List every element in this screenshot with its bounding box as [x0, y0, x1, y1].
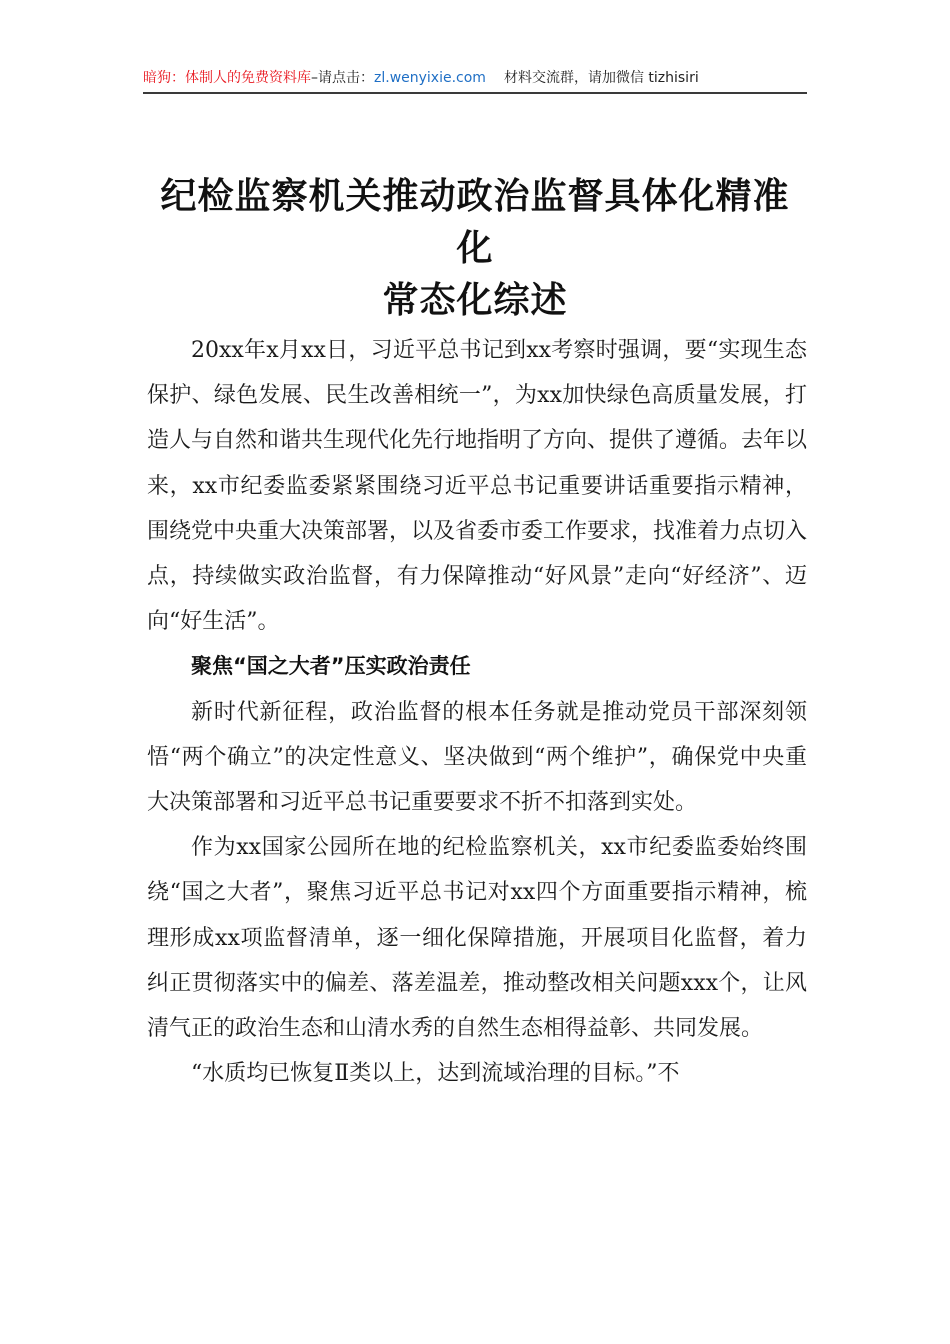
body-paragraph: 新时代新征程，政治监督的根本任务就是推动党员干部深刻领悟“两个确立”的决定性意义、坚决做到“两个维护”，确保党中央重大决策部署和习近平总书记重要要求不折不扣落到实处。 — [147, 699, 807, 816]
promo-prompt: –请点击： — [311, 70, 374, 86]
page-header-banner — [143, 66, 807, 90]
document-title — [143, 170, 807, 326]
title-line-2: 常态化综述 — [382, 279, 568, 321]
promo-contact: 材料交流群，请加微信 tizhisiri — [503, 70, 699, 86]
body-paragraph: “水质均已恢复Ⅱ类以上，达到流域治理的目标。”不 — [191, 1061, 680, 1087]
body-paragraph: 作为xx国家公园所在地的纪检监察机关，xx市纪委监委始终围绕“国之大者”，聚焦习近平总书记对xx四个方面重要指示精神，梳理形成xx项监督清单，逐一细化保障措施，开展项目化监督，着力纠正贯彻落实中的偏差、落差温差，推动整改相关问题xxx个，让风清气正的政治生态和山清水秀的自然生态相得益彰、共同发展。 — [147, 835, 807, 1042]
title-line-1: 纪检监察机关推动政治监督具体化精准化 — [160, 175, 790, 269]
header-divider — [143, 92, 807, 94]
document-body — [147, 328, 807, 1096]
promo-link[interactable]: zl.wenyixie.com — [374, 70, 486, 86]
intro-paragraph: 20xx年x月xx日，习近平总书记到xx考察时强调，要“实现生态保护、绿色发展、民生改善相统一”，为xx加快绿色高质量发展，打造人与自然和谐共生现代化先行地指明了方向、提供了遵循。去年以来，xx市纪委监委紧紧围绕习近平总书记重要讲话重要指示精神，围绕党中央重大决策部署，以及省委市委工作要求，找准着力点切入点，持续做实政治监督，有力保障推动“好风景”走向“好经济”、迈向“好生活”。 — [147, 338, 808, 635]
promo-text: 暗狗：体制人的免费资料库 — [143, 70, 311, 86]
section-heading: 聚焦“国之大者”压实政治责任 — [191, 654, 471, 679]
